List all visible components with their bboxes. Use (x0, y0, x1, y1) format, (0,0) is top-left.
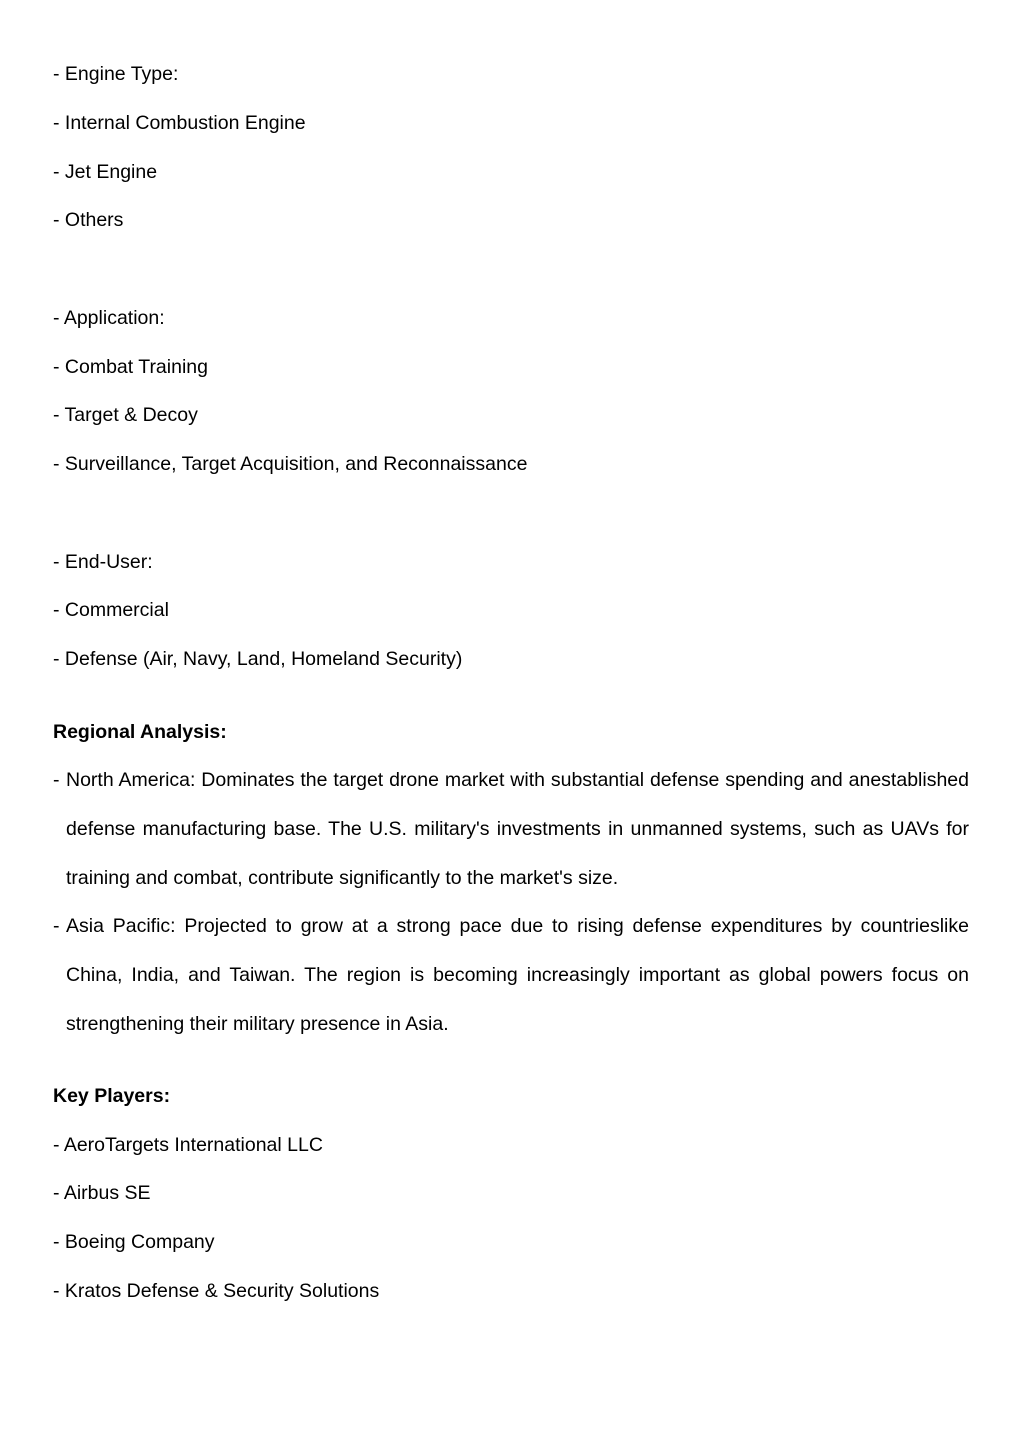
paragraph-text: North America: Dominates the target drone market with substantial defense spending and anestablished defense manufacturing base. The U.S. military's investments in unmanned systems, such as UAVs for training and combat, contribute significantly to the market's size. (66, 769, 969, 889)
list-item: - Internal Combustion Engine (53, 112, 306, 134)
list-item: - AeroTargets International LLC (53, 1134, 323, 1156)
list-item: - Defense (Air, Navy, Land, Homeland Security) (53, 648, 463, 670)
application-heading: - Application: (53, 307, 165, 329)
list-item: - Combat Training (53, 356, 208, 378)
regional-paragraph-asia-pacific (53, 902, 969, 1048)
list-item: - Others (53, 209, 124, 231)
list-item: - Commercial (53, 599, 169, 621)
regional-paragraph-north-america (53, 756, 969, 902)
end-user-heading: - End-User: (53, 551, 153, 573)
paragraph-text: Asia Pacific: Projected to grow at a strong pace due to rising defense expenditures by countrieslike China, India, and Taiwan. The region is becoming increasingly important as global powers focus on strengthening their military presence in Asia. (66, 915, 969, 1035)
bullet-dash: - (53, 915, 60, 937)
regional-analysis-heading: Regional Analysis: (53, 721, 227, 743)
engine-type-heading: - Engine Type: (53, 63, 179, 85)
list-item: - Kratos Defense & Security Solutions (53, 1280, 380, 1302)
list-item: - Target & Decoy (53, 404, 198, 426)
list-item: - Surveillance, Target Acquisition, and Reconnaissance (53, 453, 528, 475)
key-players-heading: Key Players: (53, 1085, 171, 1107)
list-item: - Jet Engine (53, 161, 158, 183)
list-item: - Boeing Company (53, 1231, 215, 1253)
list-item: - Airbus SE (53, 1182, 151, 1204)
bullet-dash: - (53, 769, 60, 791)
